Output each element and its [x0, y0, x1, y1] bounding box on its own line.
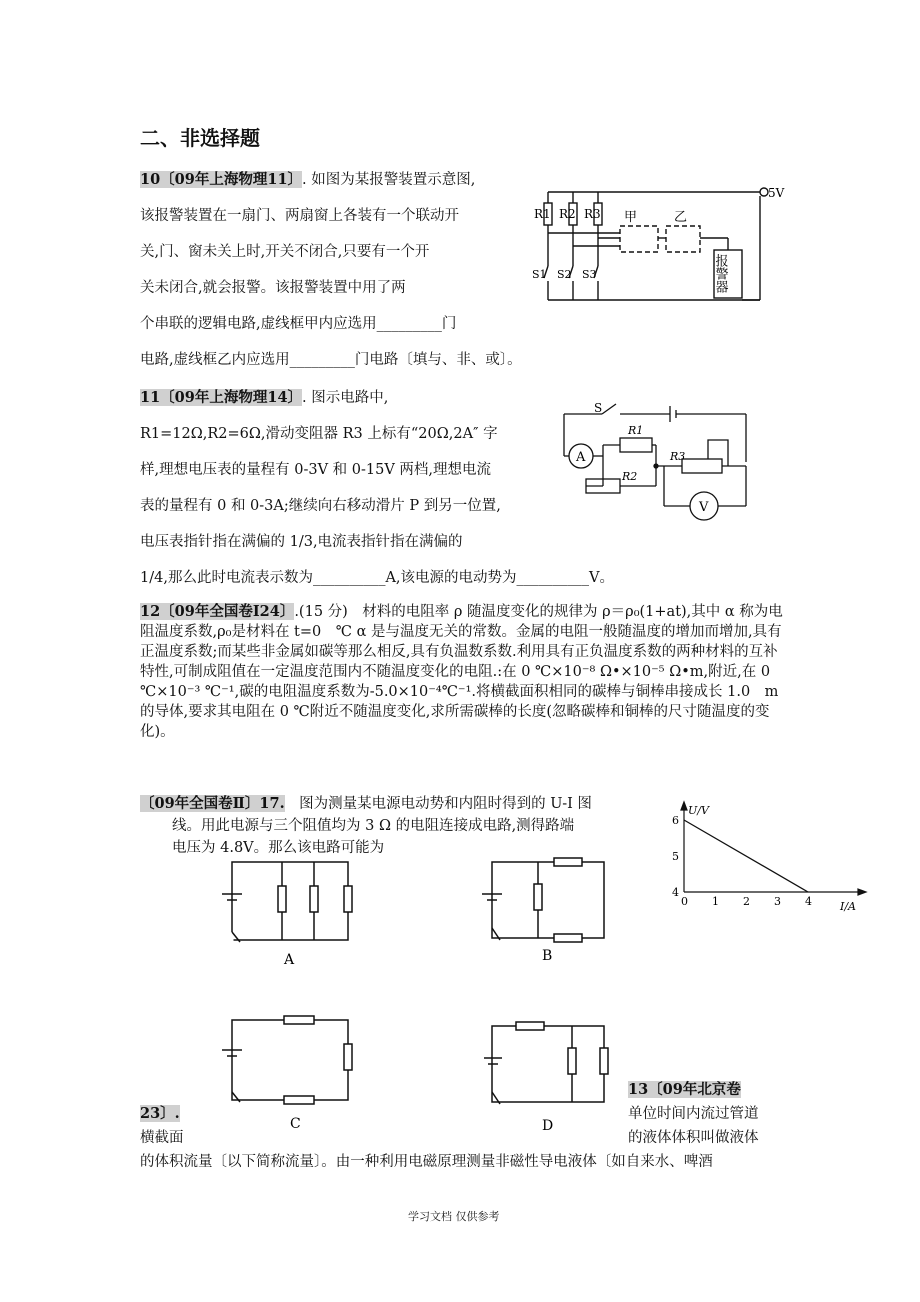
circuit-option-a [218, 858, 358, 970]
voltmeter-label: V [699, 500, 709, 515]
q11-line-4: 表的量程有 0 和 0-3A;继续向右移动滑片 P 到另一位置, [140, 498, 501, 514]
ui-ytick-0: 4 [672, 886, 679, 899]
q17-line-2: 线。用此电源与三个阻值均为 3 Ω 的电阻连接成电路,测得路端 [172, 818, 575, 834]
q11-line-1: 11〔09年上海物理14〕. 图示电路中, [140, 389, 389, 406]
q10-r1-label: R1 [534, 207, 551, 221]
q10-r3-label: R3 [584, 207, 601, 221]
alarm-circuit-figure [528, 178, 790, 308]
q11-r1-label: R1 [628, 424, 644, 437]
q11-line-2: R1=12Ω,R2=6Ω,滑动变阻器 R3 上标有“20Ω,2A″ 字 [140, 426, 498, 442]
q10-box-b-label: 乙 [674, 210, 688, 225]
q10-alarm-label: 报警器 [712, 254, 728, 293]
ui-series-line [684, 820, 808, 892]
q10-s3-label: S3 [582, 268, 597, 281]
q10-s1-label: S1 [532, 268, 547, 281]
q13-tag-b: 23〕. [140, 1105, 180, 1122]
q13-tag-a: 13〔09年北京卷 [628, 1081, 741, 1098]
q11-tag: 11〔09年上海物理14〕 [140, 389, 303, 406]
q10-box-a-label: 甲 [624, 210, 638, 225]
q13-right-2: 的液体体积叫做液体 [628, 1130, 759, 1146]
circuit-option-c [218, 1010, 358, 1132]
option-d-label: D [542, 1118, 554, 1134]
q11-r3-label: R3 [670, 450, 686, 463]
q11-r2-label: R2 [622, 470, 638, 483]
option-c-label: C [290, 1116, 301, 1132]
q10-r2-label: R2 [559, 207, 576, 221]
q10-line-3: 关,门、窗未关上时,开关不闭合,只要有一个开 [140, 244, 430, 260]
q10-tag: 10〔09年上海物理11〕 [140, 171, 303, 188]
ui-x-arrow [858, 889, 866, 895]
ui-ytick-1: 5 [672, 850, 679, 863]
ui-xtick-2: 2 [743, 895, 750, 908]
ui-y-arrow [681, 802, 687, 810]
q10-s2-label: S2 [557, 268, 572, 281]
q10-line-1: 10〔09年上海物理11〕. 如图为某报警装置示意图, [140, 171, 476, 188]
ui-graph [662, 796, 874, 914]
q10-line-4: 关未闭合,就会报警。该报警装置中用了两 [140, 280, 406, 296]
option-b-label: B [542, 948, 553, 964]
ui-xtick-1: 1 [712, 895, 719, 908]
rheostat-circuit-figure [558, 400, 758, 525]
q11-switch-label: S [594, 401, 603, 415]
q17-line-3: 电压为 4.8V。那么该电路可能为 [172, 840, 385, 856]
q13-left-word: 横截面 [140, 1130, 184, 1146]
circuit-option-d [484, 1016, 610, 1134]
ui-ylabel: U/V [688, 804, 709, 817]
q11-line-5: 电压表指针指在满偏的 1/3,电流表指针指在满偏的 [140, 534, 463, 550]
q10-line-2: 该报警装置在一扇门、两扇窗上各装有一个联动开 [140, 208, 459, 224]
q11-line-3: 样,理想电压表的量程有 0-3V 和 0-15V 两档,理想电流 [140, 462, 492, 478]
q17-line-1: 〔09年全国卷Ⅱ〕17. 图为测量某电源电动势和内阻时得到的 U-I 图 [140, 795, 592, 812]
q13-right-1: 单位时间内流过管道 [628, 1106, 759, 1122]
q12-paragraph: 12〔09年全国卷Ⅰ24〕.(15 分) 材料的电阻率 ρ 随温度变化的规律为 ρ＝ρ₀(1+at),其中 α 称为电阻温度系数,ρ₀是材料在 t=0 ℃ α 是与温度无关的常数。金属的电阻一般随温度的增加而增加,具有正温度系数;而某些非金属如碳等那么相反,具有负温数系数.利用具有正负温度系数的两种材料的互补特性,可制成阻值在一定温度范围内不随温度变化的电阻.:在 0 ℃×10⁻⁸ Ω•×10⁻⁵ Ω•m,附近,在 0 ℃×10⁻³ ℃⁻¹,碳的电阻温度系数为-5.0×10⁻⁴℃⁻¹.将横截面积相同的碳棒与铜棒串接成长 1.0 m 的导体,要求其电阻在 0 ℃附近不随温度变化,求所需碳棒的长度(忽略碳棒和铜棒的尺寸随温度的变化)。 [140, 603, 783, 740]
ui-xtick-4: 4 [805, 895, 812, 908]
ui-xtick-0: 0 [681, 895, 688, 908]
q17-tag: 〔09年全国卷Ⅱ〕17. [140, 795, 285, 812]
q10-line-5: 个串联的逻辑电路,虚线框甲内应选用_________门 [140, 316, 457, 332]
ammeter-label: A [576, 450, 586, 465]
q10-line-6: 电路,虚线框乙内应选用_________门电路〔填与、非、或〕。 [140, 352, 522, 368]
section-title: 二、非选择题 [140, 126, 260, 150]
q10-supply-label: 5V [768, 186, 785, 200]
circuit-option-b [482, 852, 610, 964]
ui-xlabel: I/A [840, 900, 856, 913]
q12-tag: 12〔09年全国卷Ⅰ24〕 [140, 603, 295, 620]
q13-last-line: 的体积流量〔以下简称流量〕。由一种利用电磁原理测量非磁性导电液体〔如自来水、啤酒 [140, 1154, 713, 1170]
ui-xtick-3: 3 [774, 895, 781, 908]
footer-note: 学习文档 仅供参考 [408, 1210, 500, 1223]
q11-line-6: 1/4,那么此时电流表示数为__________A,该电源的电动势为__________V。 [140, 570, 614, 586]
ui-ytick-2: 6 [672, 814, 679, 827]
option-a-label: A [284, 952, 295, 968]
